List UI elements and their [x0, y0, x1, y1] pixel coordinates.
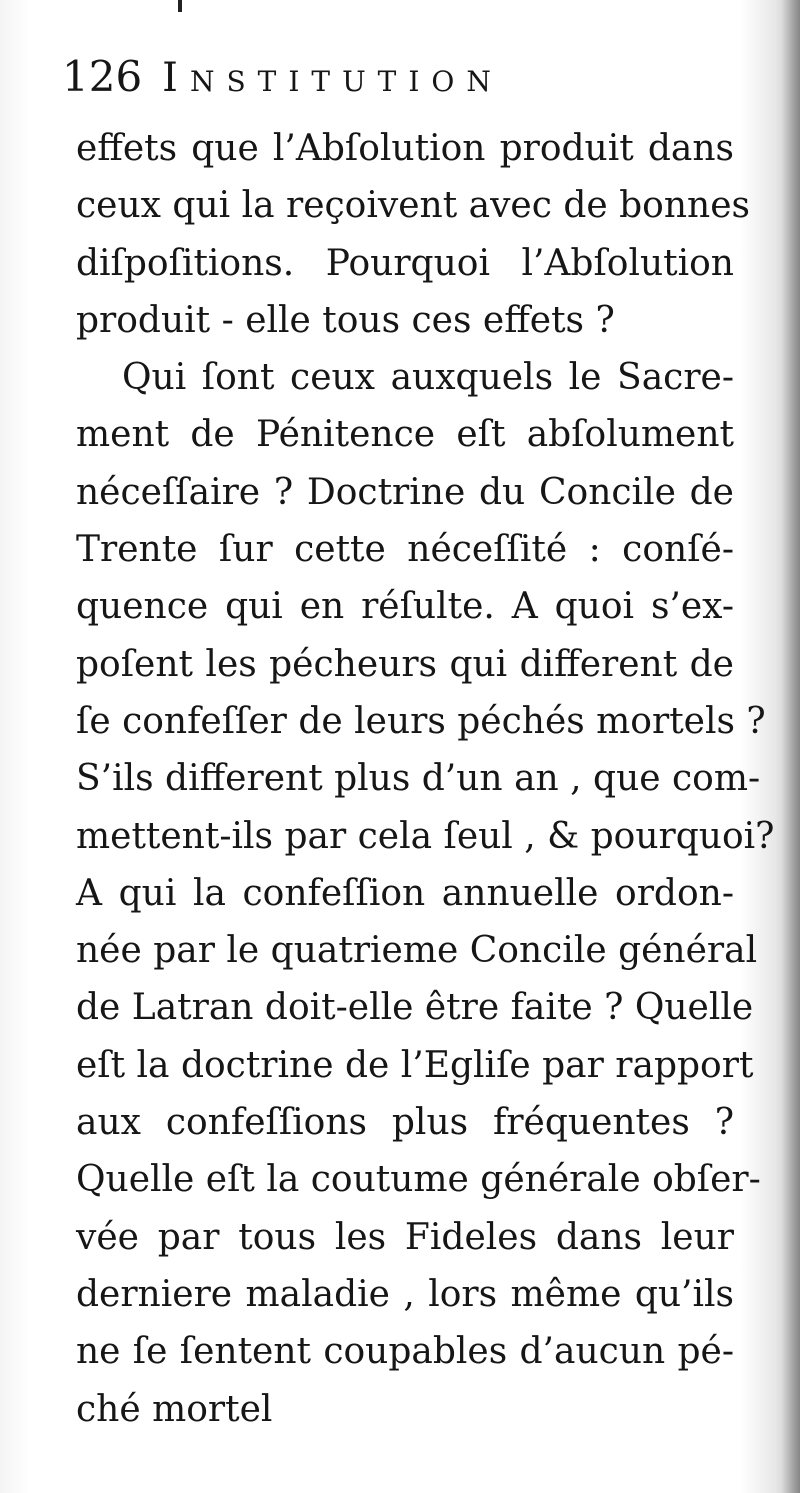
text-line: Trente ſur cette néceſſité : conſé- — [76, 529, 734, 571]
text-line: ché mortel — [76, 1388, 273, 1430]
text-line: quence qui en réſulte. A quoi s’ex- — [76, 586, 734, 628]
text-line: née par le quatrieme Concile général — [76, 930, 758, 972]
text-line: ne ſe ſentent coupables d’aucun pé- — [76, 1331, 734, 1373]
text-line: S’ils different plus d’un an , que com- — [76, 758, 761, 800]
text-line: A qui la confeſſion annuelle ordon- — [76, 872, 734, 914]
text-line: vée par tous les Fideles dans leur — [76, 1216, 734, 1258]
page-header — [62, 52, 722, 112]
text-line: diſpoſitions. Pourquoi l’Abſolution — [76, 242, 734, 284]
running-head: Institution — [162, 55, 503, 101]
text-line: aux confeſſions plus fréquentes ? — [76, 1102, 734, 1144]
text-line: Quelle eſt la coutume générale obſer- — [76, 1159, 761, 1201]
ink-speck — [178, 0, 182, 12]
page-gutter-shadow — [782, 0, 800, 1493]
text-line: ceux qui la reçoivent avec de bonnes — [76, 185, 750, 227]
text-line: mettent-ils par cela ſeul , & pourquoi? — [76, 815, 775, 857]
text-line: Qui ſont ceux auxquels le Sacre- — [122, 357, 734, 399]
text-line: ſe confeſſer de leurs péchés mortels ? — [76, 700, 766, 742]
text-line: ment de Pénitence eſt abſolument — [76, 414, 734, 456]
text-line: néceſſaire ? Doctrine du Concile de — [76, 471, 734, 513]
body-text — [76, 120, 775, 1438]
text-line: eſt la doctrine de l’Egliſe par rapport — [76, 1044, 754, 1086]
text-line: derniere maladie , lors même qu’ils — [76, 1273, 734, 1315]
text-line: poſent les pécheurs qui different de — [76, 643, 734, 685]
text-line: produit - elle tous ces effets ? — [76, 299, 615, 341]
page-number: 126 — [62, 52, 143, 101]
text-line: de Latran doit-elle être faite ? Quelle — [76, 987, 754, 1029]
text-line: effets que l’Abſolution produit dans — [76, 128, 734, 169]
